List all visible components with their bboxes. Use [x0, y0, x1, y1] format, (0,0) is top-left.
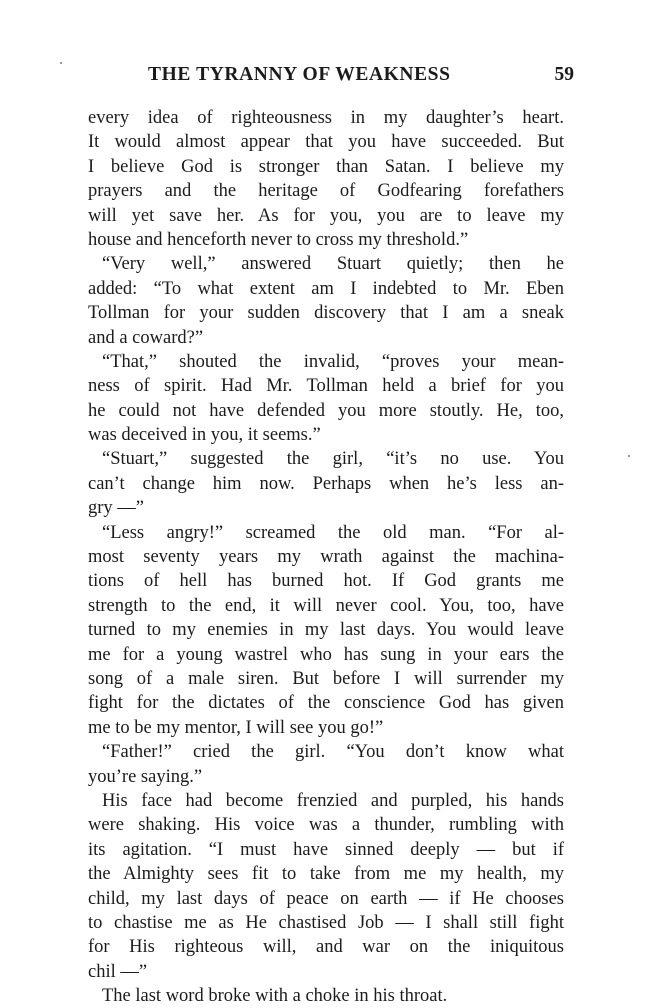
text-line: house and henceforth never to cross my threshold.” — [88, 229, 469, 250]
text-line: me to be my mentor, I will see you go!” — [88, 717, 384, 738]
text-line: fight for the dictates of the conscience God has given — [88, 693, 564, 714]
text-line: prayers and the heritage of Godfearing forefathers — [88, 181, 564, 202]
text-line: added: “To what extent am I indebted to Mr. Eben — [88, 278, 564, 299]
text-line: you’re saying.” — [88, 766, 203, 787]
text-line: “Less angry!” screamed the old man. “For al- — [102, 522, 564, 543]
page-header — [88, 64, 574, 94]
text-line: most seventy years my wrath against the machina- — [88, 547, 564, 568]
text-line: “That,” shouted the invalid, “proves your mean- — [102, 351, 564, 372]
text-line: were shaking. His voice was a thunder, rumbling with — [88, 815, 564, 836]
text-line: The last word broke with a choke in his throat. — [102, 986, 448, 1007]
text-line: “Very well,” answered Stuart quietly; then he — [102, 254, 564, 275]
text-line: he could not have defended you more stoutly. He, too, — [88, 400, 564, 421]
text-line: Tollman for your sudden discovery that I am a sneak — [88, 303, 564, 324]
body-text — [88, 106, 564, 1008]
text-line: I believe God is stronger than Satan. I believe my — [88, 156, 564, 177]
scan-speck — [628, 455, 630, 457]
text-line: the Almighty sees fit to take from me my health, my — [88, 864, 564, 885]
text-line: every idea of righteousness in my daughter’s heart. — [88, 108, 564, 128]
text-line: gry —” — [88, 498, 144, 519]
text-line: ness of spirit. Had Mr. Tollman held a brief for you — [88, 376, 564, 397]
text-line: its agitation. “I must have sinned deeply — but if — [88, 839, 564, 860]
text-line: chil —” — [88, 961, 148, 982]
text-line: will yet save her. As for you, you are to leave my — [88, 205, 564, 226]
text-line: me for a young wastrel who has sung in your ears the — [88, 644, 564, 665]
scan-speck — [60, 62, 62, 64]
text-line: to chastise me as He chastised Job — I shall still fight — [88, 912, 564, 933]
text-line: and a coward?” — [88, 327, 204, 348]
text-line: child, my last days of peace on earth — if He chooses — [88, 888, 564, 909]
text-line: can’t change him now. Perhaps when he’s less an- — [88, 473, 564, 494]
page-number: 59 — [554, 64, 574, 85]
running-title: THE TYRANNY OF WEAKNESS — [148, 64, 451, 85]
text-line: “Stuart,” suggested the girl, “it’s no use. You — [102, 449, 564, 470]
text-line: It would almost appear that you have succeeded. But — [88, 132, 564, 153]
text-line: song of a male siren. But before I will surrender my — [88, 668, 564, 689]
text-line: turned to my enemies in my last days. You would leave — [88, 620, 564, 641]
text-line: was deceived in you, it seems.” — [88, 425, 321, 446]
text-line: His face had become frenzied and purpled, his hands — [102, 790, 564, 811]
text-line: “Father!” cried the girl. “You don’t know what — [102, 742, 564, 763]
text-line: strength to the end, it will never cool. You, too, have — [88, 595, 564, 616]
text-line: for His righteous will, and war on the iniquitous — [88, 937, 564, 958]
text-line: tions of hell has burned hot. If God grants me — [88, 571, 564, 592]
